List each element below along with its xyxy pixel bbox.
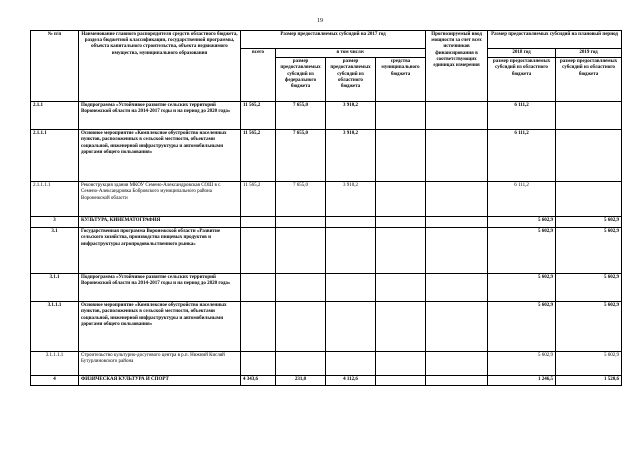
row-forecast: [426, 217, 488, 228]
row-municipal: [376, 352, 426, 376]
row-federal: [276, 274, 326, 302]
table-row: [31, 102, 622, 130]
row-2019: 5 602,9: [556, 217, 622, 228]
row-total: [241, 302, 276, 352]
row-forecast: [426, 352, 488, 376]
header-including: в том числе:: [276, 49, 426, 58]
row-municipal: [376, 217, 426, 228]
row-2019: 1 520,6: [556, 376, 622, 386]
row-2019: 5 602,9: [556, 274, 622, 302]
row-name: Основное мероприятие «Комплексное обустройство населенных пунктов, расположенных в сельской местности, объектами социальной, инженерной инфраструктуры и автомобильными дорогами общего пользования»: [79, 302, 241, 352]
header-name: Наименование главного распорядителя средств областного бюджета, раздела бюджетной классификации, государственной программы, объекта капитального строительства, объекта недвижимого имущества, муниципального образования: [79, 31, 241, 102]
table-row: [31, 217, 622, 228]
header-2017-group: Размер предоставляемых субсидий на 2017 год: [241, 31, 426, 49]
row-total: [241, 228, 276, 274]
table-row: [31, 376, 622, 386]
header-federal: размер предоставляемых субсидий из федерального бюджета: [276, 58, 326, 102]
row-federal: 231,0: [276, 376, 326, 386]
row-regional: [326, 352, 376, 376]
row-total: 11 565,2: [241, 102, 276, 130]
row-forecast: [426, 302, 488, 352]
page-number: 19: [317, 18, 323, 24]
row-total: 11 565,2: [241, 182, 276, 217]
header-total: всего: [241, 49, 276, 102]
row-num: 2.1.1.1: [31, 130, 79, 182]
row-name: Подпрограмма «Устойчивое развитие сельских территорий Воронежской области на 2014-2017 годы и на период до 2020 года»: [79, 274, 241, 302]
row-2018: 1 246,5: [488, 376, 556, 386]
header-2018: 2018 год: [488, 49, 556, 58]
row-regional: [326, 228, 376, 274]
table-row: [31, 182, 622, 217]
row-name: Подпрограмма «Устойчивое развитие сельских территорий Воронежской области на 2014-2017 годы и на период до 2020 года»: [79, 102, 241, 130]
row-2018: 6 111,2: [488, 102, 556, 130]
table-row: [31, 228, 622, 274]
header-regional: размер предоставляемых субсидий из областного бюджета: [326, 58, 376, 102]
row-forecast: [426, 228, 488, 274]
row-2019: [556, 130, 622, 182]
row-2018: 5 602,9: [488, 274, 556, 302]
row-municipal: [376, 102, 426, 130]
row-municipal: [376, 376, 426, 386]
row-2018: 5 602,9: [488, 228, 556, 274]
row-total: 4 343,6: [241, 376, 276, 386]
row-municipal: [376, 130, 426, 182]
row-2018: 5 602,9: [488, 302, 556, 352]
row-federal: 7 655,0: [276, 182, 326, 217]
row-regional: [326, 302, 376, 352]
row-regional: 3 910,2: [326, 102, 376, 130]
row-municipal: [376, 274, 426, 302]
row-federal: [276, 302, 326, 352]
row-name: Реконструкция здания МКОУ Семено-Александровская СОШ в с. Семено-Александровка Бобровского муниципального района Воронежской области: [79, 182, 241, 217]
row-total: [241, 217, 276, 228]
row-name: Основное мероприятие «Комплексное обустройство населенных пунктов, расположенных в сельской местности, объектами социальной, инженерной инфраструктуры и автомобильными дорогами общего пользования»: [79, 130, 241, 182]
row-municipal: [376, 228, 426, 274]
row-2018: 5 602,9: [488, 217, 556, 228]
row-2019: [556, 102, 622, 130]
row-2019: 5 602,9: [556, 228, 622, 274]
row-municipal: [376, 302, 426, 352]
row-num: 3.1.1.1: [31, 302, 79, 352]
row-num: 3.1.1: [31, 274, 79, 302]
row-forecast: [426, 274, 488, 302]
row-num: 3: [31, 217, 79, 228]
header-2019-sub: размер предоставляемых субсидий из областного бюджета: [556, 58, 622, 102]
row-num: 2.1.1: [31, 102, 79, 130]
row-regional: 3 910,2: [326, 130, 376, 182]
row-forecast: [426, 130, 488, 182]
table-row: [31, 352, 622, 376]
row-forecast: [426, 376, 488, 386]
row-num: 2.1.1.1.1: [31, 182, 79, 217]
row-name: Строительство культурно-досугового центра в р.п. Нижний Кисляй Бутурлиновского района: [79, 352, 241, 376]
table-row: [31, 302, 622, 352]
row-name: Государственная программа Воронежской области «Развитие сельского хозяйства, производства пищевых продуктов и инфраструктуры агропродовольственного рынка»: [79, 228, 241, 274]
header-2019: 2019 год: [556, 49, 622, 58]
row-federal: [276, 352, 326, 376]
row-federal: 7 655,0: [276, 130, 326, 182]
table-row: [31, 130, 622, 182]
header-num: № п/п: [31, 31, 79, 102]
header-municipal: средства муниципального бюджета: [376, 58, 426, 102]
header-2018-sub: размер предоставляемых субсидий из областного бюджета: [488, 58, 556, 102]
row-total: 11 565,2: [241, 130, 276, 182]
header-forecast: Прогнозируемый ввод мощности за счет всех источников финансирования в соответствующих единицах измерения: [426, 31, 488, 102]
row-num: 4: [31, 376, 79, 386]
row-2019: 5 602,9: [556, 352, 622, 376]
row-num: 3.1: [31, 228, 79, 274]
row-name: КУЛЬТУРА, КИНЕМАТОГРАФИЯ: [79, 217, 241, 228]
row-2018: 6 111,2: [488, 182, 556, 217]
header-plan-group: Размер предоставляемых субсидий на плановый период: [488, 31, 622, 49]
row-2019: 5 602,9: [556, 302, 622, 352]
row-federal: 7 655,0: [276, 102, 326, 130]
table-row: [31, 274, 622, 302]
row-municipal: [376, 182, 426, 217]
row-regional: [326, 274, 376, 302]
row-regional: 4 112,6: [326, 376, 376, 386]
row-total: [241, 352, 276, 376]
row-federal: [276, 217, 326, 228]
row-forecast: [426, 102, 488, 130]
row-num: 3.1.1.1.1: [31, 352, 79, 376]
row-2018: 5 602,9: [488, 352, 556, 376]
row-2019: [556, 182, 622, 217]
subsidy-table: [30, 30, 622, 386]
row-name: ФИЗИЧЕСКАЯ КУЛЬТУРА И СПОРТ: [79, 376, 241, 386]
row-federal: [276, 228, 326, 274]
row-2018: 6 111,2: [488, 130, 556, 182]
row-regional: 3 910,2: [326, 182, 376, 217]
row-regional: [326, 217, 376, 228]
row-total: [241, 274, 276, 302]
row-forecast: [426, 182, 488, 217]
